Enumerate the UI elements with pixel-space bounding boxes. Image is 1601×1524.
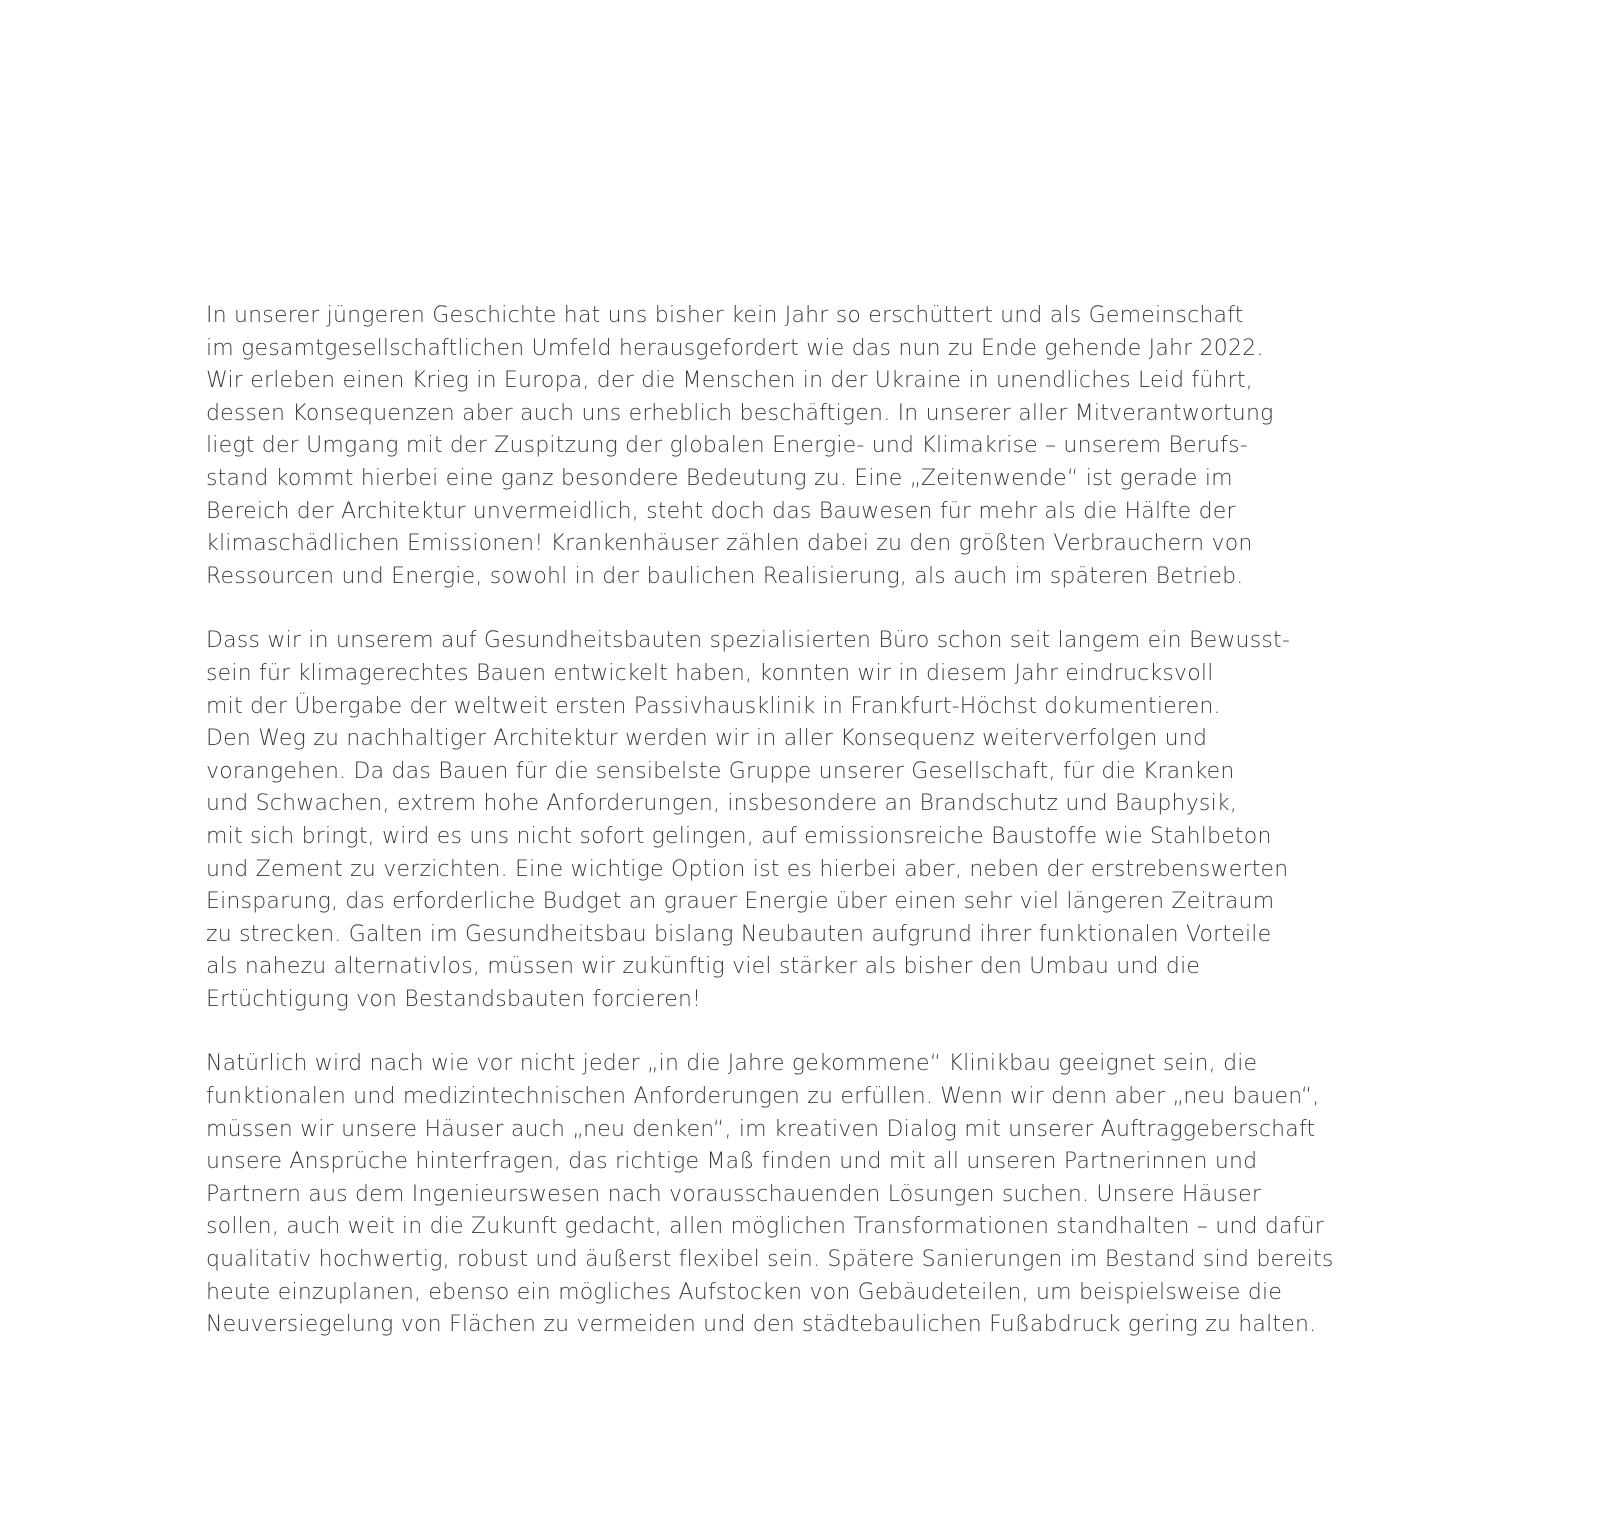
text-line: und Zement zu verzichten. Eine wichtige Option ist es hierbei aber, neben der erstrebenswerten	[206, 856, 1289, 882]
text-line: müssen wir unsere Häuser auch „neu denken“, im kreativen Dialog mit unserer Auftraggeberschaft	[206, 1116, 1316, 1142]
text-line: Dass wir in unserem auf Gesundheitsbauten spezialisierten Büro schon seit langem ein Bewusst-	[206, 628, 1290, 654]
text-line: zu strecken. Galten im Gesundheitsbau bislang Neubauten aufgrund ihrer funktionalen Vorteile	[206, 921, 1272, 947]
text-line: sollen, auch weit in die Zukunft gedacht, allen möglichen Transformationen standhalten – und dafür	[206, 1214, 1325, 1240]
text-line: Den Weg zu nachhaltiger Architektur werden wir in aller Konsequenz weiterverfolgen und	[206, 726, 1208, 752]
text-line: im gesamtgesellschaftlichen Umfeld herausgefordert wie das nun zu Ende gehende Jahr 2022.	[206, 335, 1264, 361]
text-line: stand kommt hierbei eine ganz besondere Bedeutung zu. Eine „Zeitenwende“ ist gerade im	[206, 465, 1233, 491]
paragraph-2	[206, 625, 1406, 1016]
text-line: und Schwachen, extrem hohe Anforderungen, insbesondere an Brandschutz und Bauphysik,	[206, 791, 1238, 817]
text-line: als nahezu alternativlos, müssen wir zukünftig viel stärker als bisher den Umbau und die	[206, 954, 1201, 980]
text-line: klimaschädlichen Emissionen! Krankenhäuser zählen dabei zu den größten Verbrauchern von	[206, 531, 1253, 557]
text-line: Neuversiegelung von Flächen zu vermeiden und den städtebaulichen Fußabdruck gering zu halten.	[206, 1312, 1317, 1338]
text-line: Natürlich wird nach wie vor nicht jeder „in die Jahre gekommene“ Klinikbau geeignet sein, die	[206, 1051, 1258, 1077]
paragraph-1	[206, 300, 1406, 593]
text-line: Ertüchtigung von Bestandsbauten forcieren!	[206, 986, 702, 1012]
text-line: Ressourcen und Energie, sowohl in der baulichen Realisierung, als auch im späteren Betrieb.	[206, 563, 1244, 589]
text-line: dessen Konsequenzen aber auch uns erheblich beschäftigen. In unserer aller Mitverantwortung	[206, 400, 1274, 426]
text-line: liegt der Umgang mit der Zuspitzung der globalen Energie- und Klimakrise – unserem Berufs-	[206, 433, 1248, 459]
text-line: Partnern aus dem Ingenieurswesen nach vorausschauenden Lösungen suchen. Unsere Häuser	[206, 1181, 1262, 1207]
text-line: Einsparung, das erforderliche Budget an grauer Energie über einen sehr viel längeren Zeitraum	[206, 889, 1275, 915]
text-line: mit sich bringt, wird es uns nicht sofort gelingen, auf emissionsreiche Baustoffe wie Stahlbeton	[206, 823, 1272, 849]
text-line: mit der Übergabe der weltweit ersten Passivhausklinik in Frankfurt-Höchst dokumentieren.	[206, 693, 1221, 719]
text-line: funktionalen und medizintechnischen Anforderungen zu erfüllen. Wenn wir denn aber „neu bauen“,	[206, 1084, 1320, 1110]
text-line: unsere Ansprüche hinterfragen, das richtige Maß finden und mit all unseren Partnerinnen und	[206, 1149, 1258, 1175]
text-line: Wir erleben einen Krieg in Europa, der die Menschen in der Ukraine in unendliches Leid führt,	[206, 368, 1253, 394]
text-line: In unserer jüngeren Geschichte hat uns bisher kein Jahr so erschüttert und als Gemeinschaft	[206, 303, 1244, 328]
text-line: qualitativ hochwertig, robust und äußerst flexibel sein. Spätere Sanierungen im Bestand sind bereits	[206, 1247, 1334, 1273]
text-line: sein für klimagerechtes Bauen entwickelt haben, konnten wir in diesem Jahr eindrucksvoll	[206, 660, 1214, 686]
paragraph-3	[206, 1048, 1406, 1341]
text-line: heute einzuplanen, ebenso ein mögliches Aufstocken von Gebäudeteilen, um beispielsweise die	[206, 1279, 1283, 1305]
text-line: Bereich der Architektur unvermeidlich, steht doch das Bauwesen für mehr als die Hälfte der	[206, 498, 1236, 524]
text-line: vorangehen. Da das Bauen für die sensibelste Gruppe unserer Gesellschaft, für die Kranken	[206, 758, 1235, 784]
body-text	[206, 300, 1406, 1374]
